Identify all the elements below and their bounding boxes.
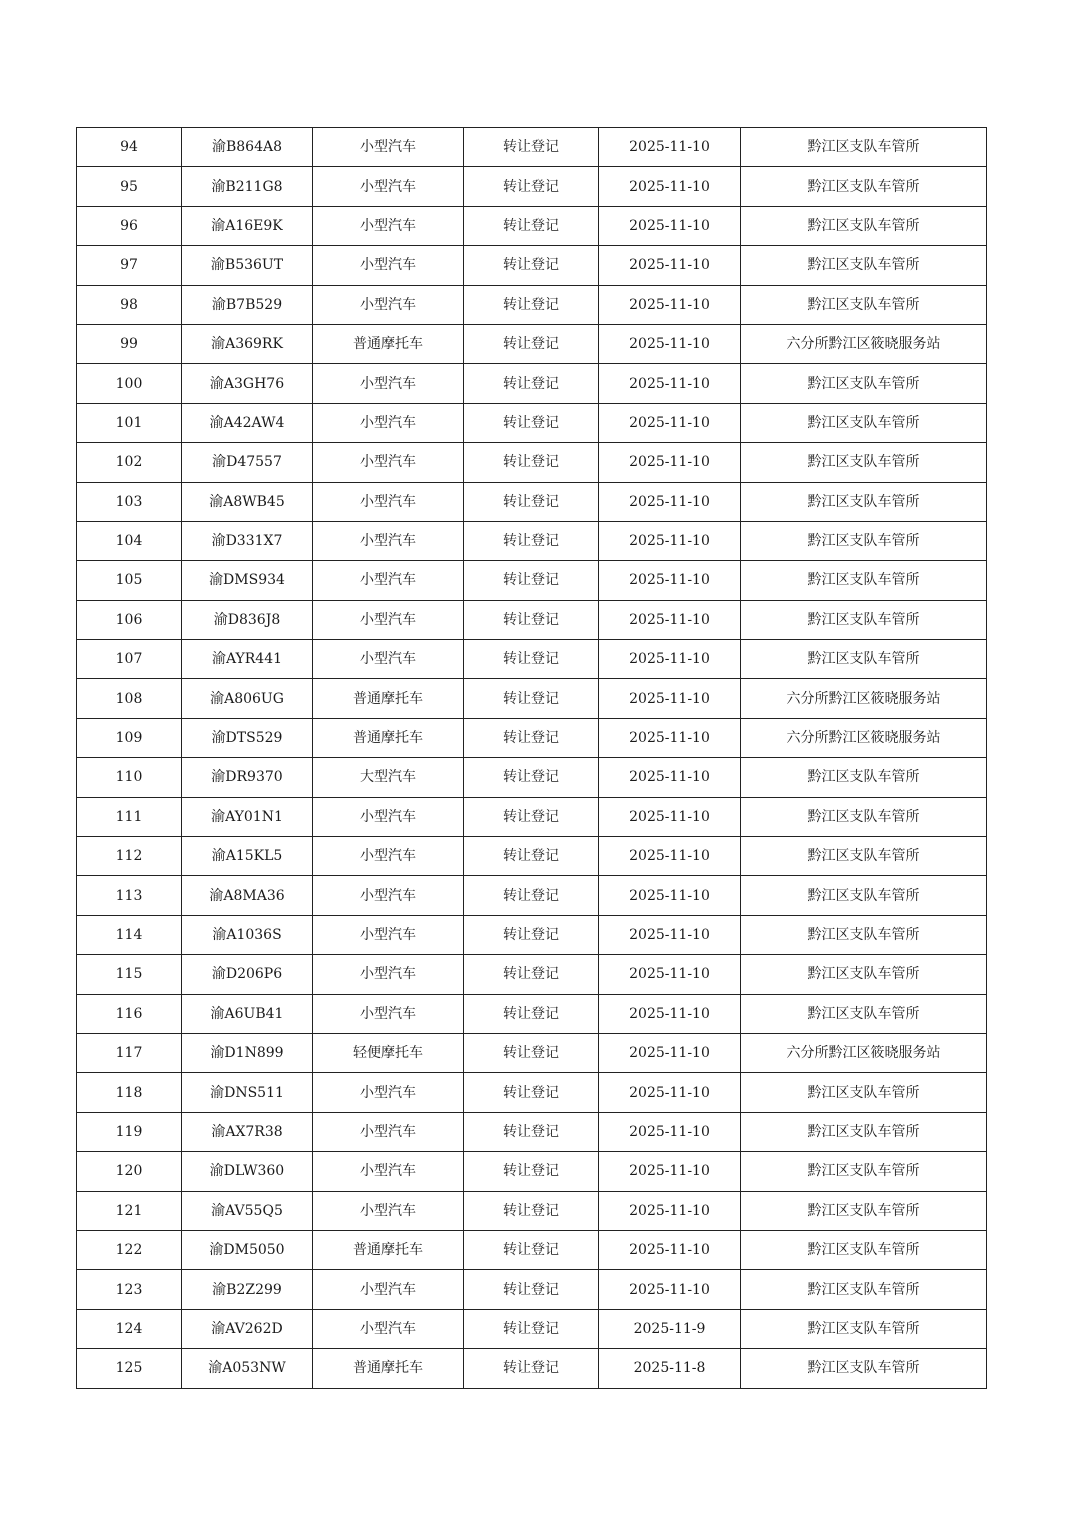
- business-type-cell: 转让登记: [464, 403, 599, 442]
- vehicle-type-cell: 小型汽车: [313, 1152, 464, 1191]
- vehicle-type-cell: 小型汽车: [313, 955, 464, 994]
- business-type-cell: 转让登记: [464, 718, 599, 757]
- vehicle-type-cell: 小型汽车: [313, 443, 464, 482]
- office-cell: 六分所黔江区筱晓服务站: [741, 679, 987, 718]
- table-row: [77, 1270, 987, 1309]
- plate-number-cell: 渝AV55Q5: [182, 1191, 313, 1230]
- plate-number-cell: 渝DR9370: [182, 758, 313, 797]
- business-type-cell: 转让登记: [464, 797, 599, 836]
- plate-number-cell: 渝A053NW: [182, 1349, 313, 1388]
- date-cell: 2025-11-10: [599, 718, 741, 757]
- vehicle-type-cell: 小型汽车: [313, 876, 464, 915]
- date-cell: 2025-11-10: [599, 640, 741, 679]
- plate-number-cell: 渝B2Z299: [182, 1270, 313, 1309]
- business-type-cell: 转让登记: [464, 1191, 599, 1230]
- business-type-cell: 转让登记: [464, 1112, 599, 1151]
- office-cell: 黔江区支队车管所: [741, 403, 987, 442]
- date-cell: 2025-11-10: [599, 797, 741, 836]
- table-row: [77, 1230, 987, 1269]
- vehicle-type-cell: 普通摩托车: [313, 718, 464, 757]
- vehicle-type-cell: 普通摩托车: [313, 679, 464, 718]
- date-cell: 2025-11-10: [599, 246, 741, 285]
- plate-number-cell: 渝A42AW4: [182, 403, 313, 442]
- vehicle-type-cell: 小型汽车: [313, 1270, 464, 1309]
- date-cell: 2025-11-10: [599, 758, 741, 797]
- business-type-cell: 转让登记: [464, 679, 599, 718]
- table-row: [77, 1349, 987, 1388]
- vehicle-transfer-table: [76, 127, 987, 1389]
- vehicle-type-cell: 普通摩托车: [313, 1230, 464, 1269]
- row-number-cell: 119: [77, 1112, 182, 1151]
- vehicle-type-cell: 小型汽车: [313, 128, 464, 167]
- vehicle-type-cell: 小型汽车: [313, 285, 464, 324]
- office-cell: 六分所黔江区筱晓服务站: [741, 718, 987, 757]
- row-number-cell: 115: [77, 955, 182, 994]
- plate-number-cell: 渝A369RK: [182, 324, 313, 363]
- row-number-cell: 95: [77, 167, 182, 206]
- date-cell: 2025-11-10: [599, 1152, 741, 1191]
- plate-number-cell: 渝B864A8: [182, 128, 313, 167]
- office-cell: 黔江区支队车管所: [741, 206, 987, 245]
- table-row: [77, 1073, 987, 1112]
- date-cell: 2025-11-10: [599, 1191, 741, 1230]
- business-type-cell: 转让登记: [464, 324, 599, 363]
- plate-number-cell: 渝A6UB41: [182, 994, 313, 1033]
- office-cell: 黔江区支队车管所: [741, 1349, 987, 1388]
- vehicle-type-cell: 小型汽车: [313, 1191, 464, 1230]
- table-row: [77, 679, 987, 718]
- office-cell: 黔江区支队车管所: [741, 482, 987, 521]
- vehicle-type-cell: 轻便摩托车: [313, 1033, 464, 1072]
- office-cell: 黔江区支队车管所: [741, 797, 987, 836]
- table-row: [77, 797, 987, 836]
- date-cell: 2025-11-10: [599, 955, 741, 994]
- table-row: [77, 1191, 987, 1230]
- table-row: [77, 994, 987, 1033]
- table-row: [77, 324, 987, 363]
- table-row: [77, 206, 987, 245]
- plate-number-cell: 渝D331X7: [182, 521, 313, 560]
- table-body: [77, 128, 987, 1389]
- table-row: [77, 600, 987, 639]
- business-type-cell: 转让登记: [464, 521, 599, 560]
- office-cell: 黔江区支队车管所: [741, 167, 987, 206]
- date-cell: 2025-11-10: [599, 128, 741, 167]
- date-cell: 2025-11-10: [599, 206, 741, 245]
- date-cell: 2025-11-10: [599, 521, 741, 560]
- date-cell: 2025-11-10: [599, 167, 741, 206]
- office-cell: 黔江区支队车管所: [741, 246, 987, 285]
- office-cell: 黔江区支队车管所: [741, 1230, 987, 1269]
- office-cell: 黔江区支队车管所: [741, 1073, 987, 1112]
- row-number-cell: 97: [77, 246, 182, 285]
- vehicle-type-cell: 普通摩托车: [313, 324, 464, 363]
- office-cell: 黔江区支队车管所: [741, 600, 987, 639]
- vehicle-type-cell: 小型汽车: [313, 1309, 464, 1348]
- table-row: [77, 1112, 987, 1151]
- plate-number-cell: 渝A1036S: [182, 915, 313, 954]
- vehicle-type-cell: 小型汽车: [313, 521, 464, 560]
- business-type-cell: 转让登记: [464, 128, 599, 167]
- office-cell: 黔江区支队车管所: [741, 994, 987, 1033]
- row-number-cell: 107: [77, 640, 182, 679]
- table-row: [77, 128, 987, 167]
- plate-number-cell: 渝AY01N1: [182, 797, 313, 836]
- row-number-cell: 125: [77, 1349, 182, 1388]
- vehicle-type-cell: 小型汽车: [313, 640, 464, 679]
- plate-number-cell: 渝D836J8: [182, 600, 313, 639]
- plate-number-cell: 渝B211G8: [182, 167, 313, 206]
- vehicle-type-cell: 小型汽车: [313, 837, 464, 876]
- row-number-cell: 122: [77, 1230, 182, 1269]
- office-cell: 黔江区支队车管所: [741, 1309, 987, 1348]
- office-cell: 黔江区支队车管所: [741, 955, 987, 994]
- table-row: [77, 482, 987, 521]
- row-number-cell: 114: [77, 915, 182, 954]
- date-cell: 2025-11-10: [599, 285, 741, 324]
- office-cell: 黔江区支队车管所: [741, 443, 987, 482]
- row-number-cell: 102: [77, 443, 182, 482]
- office-cell: 六分所黔江区筱晓服务站: [741, 1033, 987, 1072]
- table-row: [77, 718, 987, 757]
- business-type-cell: 转让登记: [464, 1033, 599, 1072]
- date-cell: 2025-11-10: [599, 1033, 741, 1072]
- date-cell: 2025-11-10: [599, 482, 741, 521]
- business-type-cell: 转让登记: [464, 206, 599, 245]
- business-type-cell: 转让登记: [464, 1073, 599, 1112]
- plate-number-cell: 渝DLW360: [182, 1152, 313, 1191]
- vehicle-type-cell: 大型汽车: [313, 758, 464, 797]
- row-number-cell: 111: [77, 797, 182, 836]
- office-cell: 黔江区支队车管所: [741, 1191, 987, 1230]
- business-type-cell: 转让登记: [464, 1309, 599, 1348]
- row-number-cell: 101: [77, 403, 182, 442]
- table-row: [77, 758, 987, 797]
- table-row: [77, 837, 987, 876]
- table-row: [77, 1152, 987, 1191]
- office-cell: 黔江区支队车管所: [741, 640, 987, 679]
- office-cell: 黔江区支队车管所: [741, 876, 987, 915]
- business-type-cell: 转让登记: [464, 167, 599, 206]
- office-cell: 黔江区支队车管所: [741, 1270, 987, 1309]
- table-row: [77, 1309, 987, 1348]
- row-number-cell: 121: [77, 1191, 182, 1230]
- date-cell: 2025-11-8: [599, 1349, 741, 1388]
- business-type-cell: 转让登记: [464, 600, 599, 639]
- table-row: [77, 403, 987, 442]
- row-number-cell: 118: [77, 1073, 182, 1112]
- plate-number-cell: 渝A15KL5: [182, 837, 313, 876]
- plate-number-cell: 渝A8MA36: [182, 876, 313, 915]
- office-cell: 黔江区支队车管所: [741, 285, 987, 324]
- date-cell: 2025-11-10: [599, 994, 741, 1033]
- table-row: [77, 876, 987, 915]
- row-number-cell: 104: [77, 521, 182, 560]
- table-row: [77, 521, 987, 560]
- business-type-cell: 转让登记: [464, 640, 599, 679]
- vehicle-type-cell: 普通摩托车: [313, 1349, 464, 1388]
- plate-number-cell: 渝A3GH76: [182, 364, 313, 403]
- business-type-cell: 转让登记: [464, 876, 599, 915]
- vehicle-type-cell: 小型汽车: [313, 206, 464, 245]
- date-cell: 2025-11-10: [599, 324, 741, 363]
- table-row: [77, 561, 987, 600]
- office-cell: 黔江区支队车管所: [741, 915, 987, 954]
- office-cell: 黔江区支队车管所: [741, 1112, 987, 1151]
- plate-number-cell: 渝A16E9K: [182, 206, 313, 245]
- row-number-cell: 106: [77, 600, 182, 639]
- vehicle-type-cell: 小型汽车: [313, 994, 464, 1033]
- row-number-cell: 113: [77, 876, 182, 915]
- date-cell: 2025-11-10: [599, 1270, 741, 1309]
- date-cell: 2025-11-10: [599, 403, 741, 442]
- date-cell: 2025-11-10: [599, 364, 741, 403]
- vehicle-type-cell: 小型汽车: [313, 561, 464, 600]
- plate-number-cell: 渝DNS511: [182, 1073, 313, 1112]
- plate-number-cell: 渝B536UT: [182, 246, 313, 285]
- office-cell: 黔江区支队车管所: [741, 758, 987, 797]
- row-number-cell: 108: [77, 679, 182, 718]
- office-cell: 黔江区支队车管所: [741, 1152, 987, 1191]
- registration-table-page: [76, 127, 986, 1389]
- vehicle-type-cell: 小型汽车: [313, 797, 464, 836]
- table-row: [77, 285, 987, 324]
- row-number-cell: 116: [77, 994, 182, 1033]
- date-cell: 2025-11-10: [599, 837, 741, 876]
- plate-number-cell: 渝DM5050: [182, 1230, 313, 1269]
- row-number-cell: 98: [77, 285, 182, 324]
- row-number-cell: 105: [77, 561, 182, 600]
- plate-number-cell: 渝DTS529: [182, 718, 313, 757]
- business-type-cell: 转让登记: [464, 758, 599, 797]
- row-number-cell: 94: [77, 128, 182, 167]
- vehicle-type-cell: 小型汽车: [313, 1112, 464, 1151]
- office-cell: 黔江区支队车管所: [741, 837, 987, 876]
- office-cell: 黔江区支队车管所: [741, 561, 987, 600]
- vehicle-type-cell: 小型汽车: [313, 1073, 464, 1112]
- vehicle-type-cell: 小型汽车: [313, 364, 464, 403]
- date-cell: 2025-11-10: [599, 1112, 741, 1151]
- office-cell: 黔江区支队车管所: [741, 364, 987, 403]
- business-type-cell: 转让登记: [464, 246, 599, 285]
- plate-number-cell: 渝DMS934: [182, 561, 313, 600]
- vehicle-type-cell: 小型汽车: [313, 482, 464, 521]
- plate-number-cell: 渝AYR441: [182, 640, 313, 679]
- date-cell: 2025-11-10: [599, 1073, 741, 1112]
- date-cell: 2025-11-10: [599, 561, 741, 600]
- business-type-cell: 转让登记: [464, 364, 599, 403]
- office-cell: 黔江区支队车管所: [741, 521, 987, 560]
- table-row: [77, 1033, 987, 1072]
- office-cell: 六分所黔江区筱晓服务站: [741, 324, 987, 363]
- row-number-cell: 103: [77, 482, 182, 521]
- row-number-cell: 124: [77, 1309, 182, 1348]
- business-type-cell: 转让登记: [464, 443, 599, 482]
- table-row: [77, 955, 987, 994]
- office-cell: 黔江区支队车管所: [741, 128, 987, 167]
- plate-number-cell: 渝D47557: [182, 443, 313, 482]
- business-type-cell: 转让登记: [464, 561, 599, 600]
- plate-number-cell: 渝D1N899: [182, 1033, 313, 1072]
- vehicle-type-cell: 小型汽车: [313, 403, 464, 442]
- row-number-cell: 110: [77, 758, 182, 797]
- business-type-cell: 转让登记: [464, 1152, 599, 1191]
- table-row: [77, 246, 987, 285]
- row-number-cell: 99: [77, 324, 182, 363]
- plate-number-cell: 渝AV262D: [182, 1309, 313, 1348]
- business-type-cell: 转让登记: [464, 482, 599, 521]
- date-cell: 2025-11-10: [599, 1230, 741, 1269]
- plate-number-cell: 渝B7B529: [182, 285, 313, 324]
- date-cell: 2025-11-10: [599, 443, 741, 482]
- date-cell: 2025-11-10: [599, 679, 741, 718]
- table-row: [77, 915, 987, 954]
- business-type-cell: 转让登记: [464, 994, 599, 1033]
- row-number-cell: 100: [77, 364, 182, 403]
- business-type-cell: 转让登记: [464, 1349, 599, 1388]
- row-number-cell: 96: [77, 206, 182, 245]
- row-number-cell: 120: [77, 1152, 182, 1191]
- vehicle-type-cell: 小型汽车: [313, 167, 464, 206]
- table-row: [77, 443, 987, 482]
- row-number-cell: 117: [77, 1033, 182, 1072]
- vehicle-type-cell: 小型汽车: [313, 246, 464, 285]
- vehicle-type-cell: 小型汽车: [313, 915, 464, 954]
- table-row: [77, 640, 987, 679]
- row-number-cell: 112: [77, 837, 182, 876]
- date-cell: 2025-11-10: [599, 876, 741, 915]
- table-row: [77, 364, 987, 403]
- plate-number-cell: 渝A8WB45: [182, 482, 313, 521]
- plate-number-cell: 渝A806UG: [182, 679, 313, 718]
- business-type-cell: 转让登记: [464, 955, 599, 994]
- row-number-cell: 123: [77, 1270, 182, 1309]
- business-type-cell: 转让登记: [464, 1230, 599, 1269]
- row-number-cell: 109: [77, 718, 182, 757]
- date-cell: 2025-11-9: [599, 1309, 741, 1348]
- date-cell: 2025-11-10: [599, 915, 741, 954]
- business-type-cell: 转让登记: [464, 915, 599, 954]
- business-type-cell: 转让登记: [464, 1270, 599, 1309]
- plate-number-cell: 渝D206P6: [182, 955, 313, 994]
- date-cell: 2025-11-10: [599, 600, 741, 639]
- table-row: [77, 167, 987, 206]
- vehicle-type-cell: 小型汽车: [313, 600, 464, 639]
- business-type-cell: 转让登记: [464, 837, 599, 876]
- plate-number-cell: 渝AX7R38: [182, 1112, 313, 1151]
- business-type-cell: 转让登记: [464, 285, 599, 324]
